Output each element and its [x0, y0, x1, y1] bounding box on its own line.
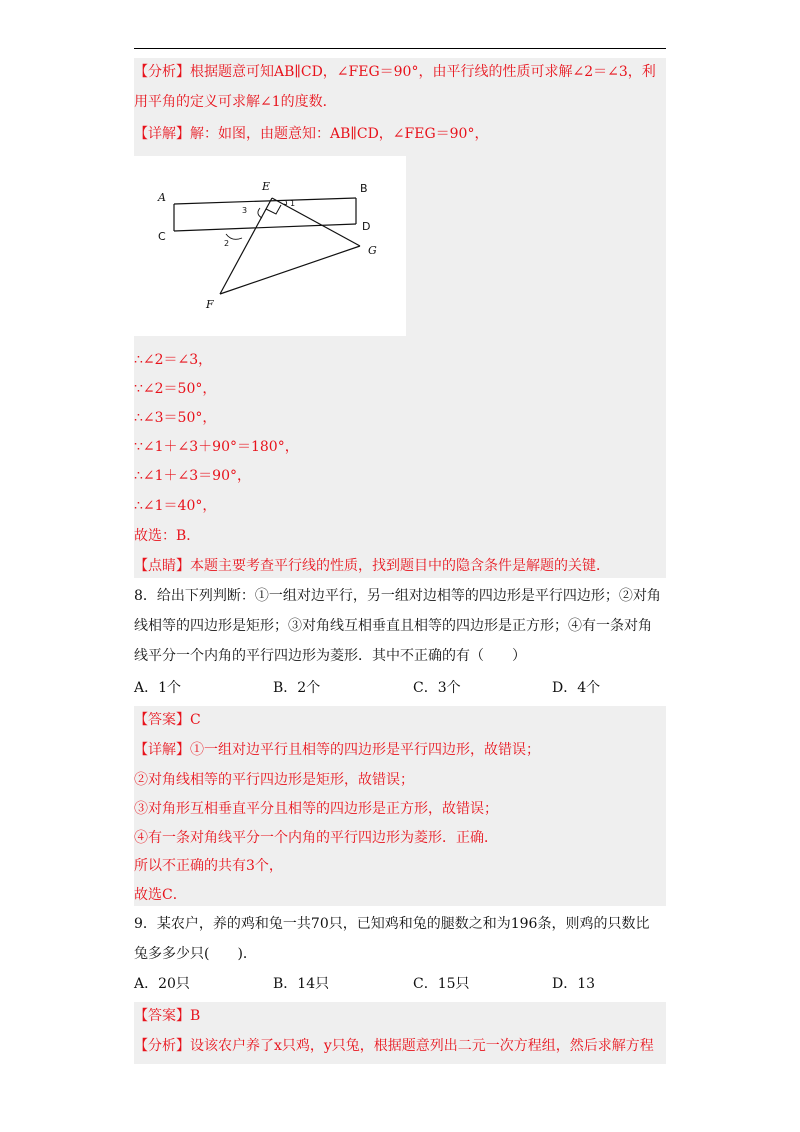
angle-1-arc — [284, 201, 287, 205]
step-5: ∴∠1＋∠3＝90°， — [134, 468, 251, 484]
geometry-figure — [134, 156, 406, 336]
question-9-line-1: 9．某农户，养的鸡和兔一共70只，已知鸡和兔的腿数之和为196条，则鸡的只数比 — [134, 916, 650, 932]
detail-line: 【详解】解：如图，由题意知：AB∥CD，∠FEG＝90°， — [134, 126, 489, 142]
answer-8-detail-3: ③对角形互相垂直平分且相等的四边形是正方形，故错误； — [134, 801, 498, 817]
q8-option-c: C．3个 — [413, 680, 461, 696]
q9-option-c: C．15只 — [413, 976, 470, 992]
answer-8-detail-1: 【详解】①一组对边平行且相等的四边形是平行四边形，故错误； — [134, 742, 540, 758]
question-8-line-1: 8．给出下列判断：①一组对边平行，另一组对边相等的四边形是平行四边形；②对角 — [134, 588, 661, 604]
answer-8-detail-4: ④有一条对角线平分一个内角的平行四边形为菱形．正确． — [134, 830, 498, 846]
label-g: G — [368, 244, 377, 257]
q8-option-d: D．4个 — [552, 680, 601, 696]
question-9-line-2: 兔多多少只( )． — [134, 946, 257, 962]
header-rule — [134, 48, 666, 49]
label-e: E — [262, 180, 271, 193]
line-ab — [174, 198, 356, 204]
label-c: C — [158, 230, 166, 243]
line-eg — [272, 198, 360, 246]
analysis-line-2: 用平角的定义可求解∠1的度数． — [134, 94, 337, 110]
q9-option-d: D．13 — [552, 976, 596, 992]
question-8-line-2: 线相等的四边形是矩形；③对角线互相垂直且相等的四边形是正方形；④有一条对角 — [134, 618, 652, 634]
comment-line: 【点睛】本题主要考查平行线的性质，找到题目中的隐含条件是解题的关键． — [134, 558, 610, 574]
step-6: ∴∠1＝40°， — [134, 498, 217, 514]
step-4: ∵∠1＋∠3＋90°＝180°， — [134, 439, 299, 455]
q8-option-b: B．2个 — [273, 680, 321, 696]
answer-8-detail-2: ②对角线相等的平行四边形是矩形，故错误； — [134, 772, 414, 788]
label-f: F — [206, 298, 214, 311]
label-a: A — [158, 191, 166, 204]
line-cd — [174, 224, 356, 231]
label-angle-1: 1 — [290, 199, 296, 208]
step-2: ∵∠2＝50°， — [134, 381, 217, 397]
analysis-line-1: 【分析】根据题意可知AB∥CD，∠FEG＝90°，由平行线的性质可求解∠2＝∠3，利 — [134, 64, 656, 80]
label-d: D — [362, 220, 371, 233]
label-angle-3: 3 — [242, 206, 248, 215]
question-8-line-3: 线平分一个内角的平行四边形为菱形．其中不正确的有（ ） — [134, 648, 526, 664]
geometry-diagram — [134, 156, 406, 336]
answer-9-line: 【答案】B — [134, 1008, 201, 1024]
q8-option-a: A．1个 — [134, 680, 182, 696]
right-angle-mark — [266, 205, 281, 214]
answer-9-analysis: 【分析】设该农户养了x只鸡，y只兔，根据题意列出二元一次方程组，然后求解方程 — [134, 1038, 654, 1054]
label-angle-2: 2 — [224, 239, 230, 248]
q9-option-a: A．20只 — [134, 976, 190, 992]
answer-8-detail-6: 故选C． — [134, 887, 187, 903]
line-fg — [220, 246, 360, 294]
answer-8-detail-5: 所以不正确的共有3个， — [134, 858, 283, 874]
step-3: ∴∠3＝50°， — [134, 410, 217, 426]
step-7: 故选：B． — [134, 528, 201, 544]
step-1: ∴∠2＝∠3， — [134, 352, 213, 368]
label-b: B — [360, 182, 368, 195]
answer-8-line: 【答案】C — [134, 712, 201, 728]
q9-option-b: B．14只 — [273, 976, 330, 992]
